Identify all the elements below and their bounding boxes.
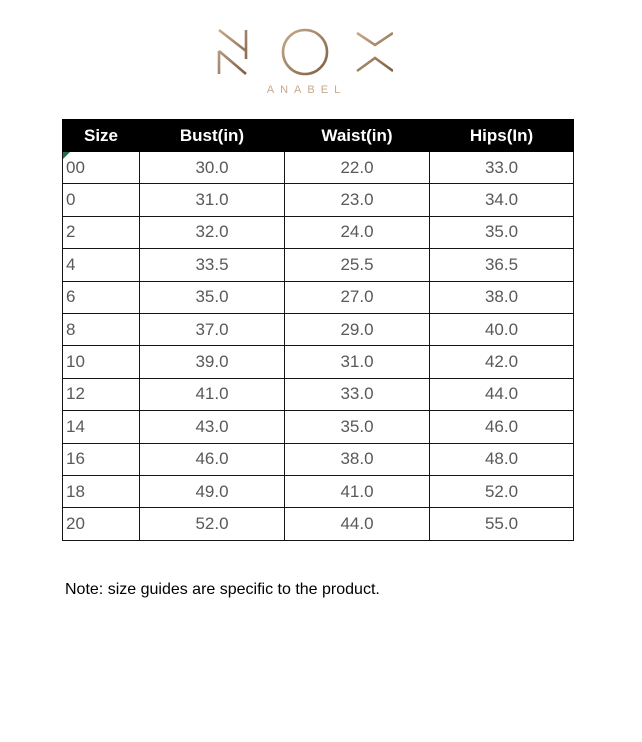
measurement-cell: 27.0 <box>285 281 430 313</box>
size-cell: 0 <box>63 184 140 216</box>
table-row <box>63 411 574 443</box>
table-row <box>63 249 574 281</box>
logo-letter-x-icon <box>357 33 393 71</box>
table-row <box>63 443 574 475</box>
measurement-cell: 44.0 <box>430 378 574 410</box>
measurement-cell: 38.0 <box>430 281 574 313</box>
measurement-cell: 52.0 <box>140 508 285 540</box>
size-cell: 2 <box>63 216 140 248</box>
measurement-cell: 33.0 <box>430 152 574 184</box>
size-cell: 14 <box>63 411 140 443</box>
measurement-cell: 24.0 <box>285 216 430 248</box>
measurement-cell: 23.0 <box>285 184 430 216</box>
size-cell: 4 <box>63 249 140 281</box>
table-header-row <box>63 120 574 152</box>
size-cell: 10 <box>63 346 140 378</box>
size-cell: 8 <box>63 313 140 345</box>
table-row <box>63 281 574 313</box>
size-cell: 12 <box>63 378 140 410</box>
logo-letter-o-icon <box>283 30 327 74</box>
measurement-cell: 35.0 <box>430 216 574 248</box>
cell-flag-triangle-icon <box>63 152 70 159</box>
size-table-body <box>63 152 574 541</box>
logo-letter-n-icon <box>219 30 246 74</box>
measurement-cell: 46.0 <box>140 443 285 475</box>
measurement-cell: 46.0 <box>430 411 574 443</box>
table-row <box>63 378 574 410</box>
measurement-cell: 49.0 <box>140 475 285 507</box>
measurement-cell: 22.0 <box>285 152 430 184</box>
measurement-cell: 33.0 <box>285 378 430 410</box>
size-cell: 16 <box>63 443 140 475</box>
measurement-cell: 42.0 <box>430 346 574 378</box>
measurement-cell: 31.0 <box>285 346 430 378</box>
measurement-cell: 37.0 <box>140 313 285 345</box>
measurement-cell: 43.0 <box>140 411 285 443</box>
size-guide-table <box>62 119 574 541</box>
measurement-cell: 41.0 <box>140 378 285 410</box>
measurement-cell: 41.0 <box>285 475 430 507</box>
measurement-cell: 31.0 <box>140 184 285 216</box>
measurement-cell: 39.0 <box>140 346 285 378</box>
size-cell: 00 <box>63 152 140 184</box>
size-guide-note: Note: size guides are specific to the product. <box>65 581 380 598</box>
measurement-cell: 40.0 <box>430 313 574 345</box>
measurement-cell: 33.5 <box>140 249 285 281</box>
measurement-cell: 48.0 <box>430 443 574 475</box>
size-cell: 18 <box>63 475 140 507</box>
measurement-cell: 29.0 <box>285 313 430 345</box>
measurement-cell: 55.0 <box>430 508 574 540</box>
measurement-cell: 52.0 <box>430 475 574 507</box>
measurement-cell: 25.5 <box>285 249 430 281</box>
measurement-cell: 38.0 <box>285 443 430 475</box>
measurement-cell: 44.0 <box>285 508 430 540</box>
table-row <box>63 216 574 248</box>
table-row <box>63 184 574 216</box>
header-bust: Bust(in) <box>140 120 285 152</box>
table-row <box>63 313 574 345</box>
header-size: Size <box>63 120 140 152</box>
measurement-cell: 36.5 <box>430 249 574 281</box>
table-row <box>63 475 574 507</box>
size-cell: 20 <box>63 508 140 540</box>
table-row <box>63 346 574 378</box>
brand-subtext: ANABEL <box>266 84 347 96</box>
size-cell: 6 <box>63 281 140 313</box>
measurement-cell: 32.0 <box>140 216 285 248</box>
measurement-cell: 35.0 <box>285 411 430 443</box>
table-row <box>63 508 574 540</box>
measurement-cell: 30.0 <box>140 152 285 184</box>
table-row <box>63 152 574 184</box>
measurement-cell: 35.0 <box>140 281 285 313</box>
measurement-cell: 34.0 <box>430 184 574 216</box>
header-hips: Hips(In) <box>430 120 574 152</box>
header-waist: Waist(in) <box>285 120 430 152</box>
brand-logo <box>217 28 393 76</box>
